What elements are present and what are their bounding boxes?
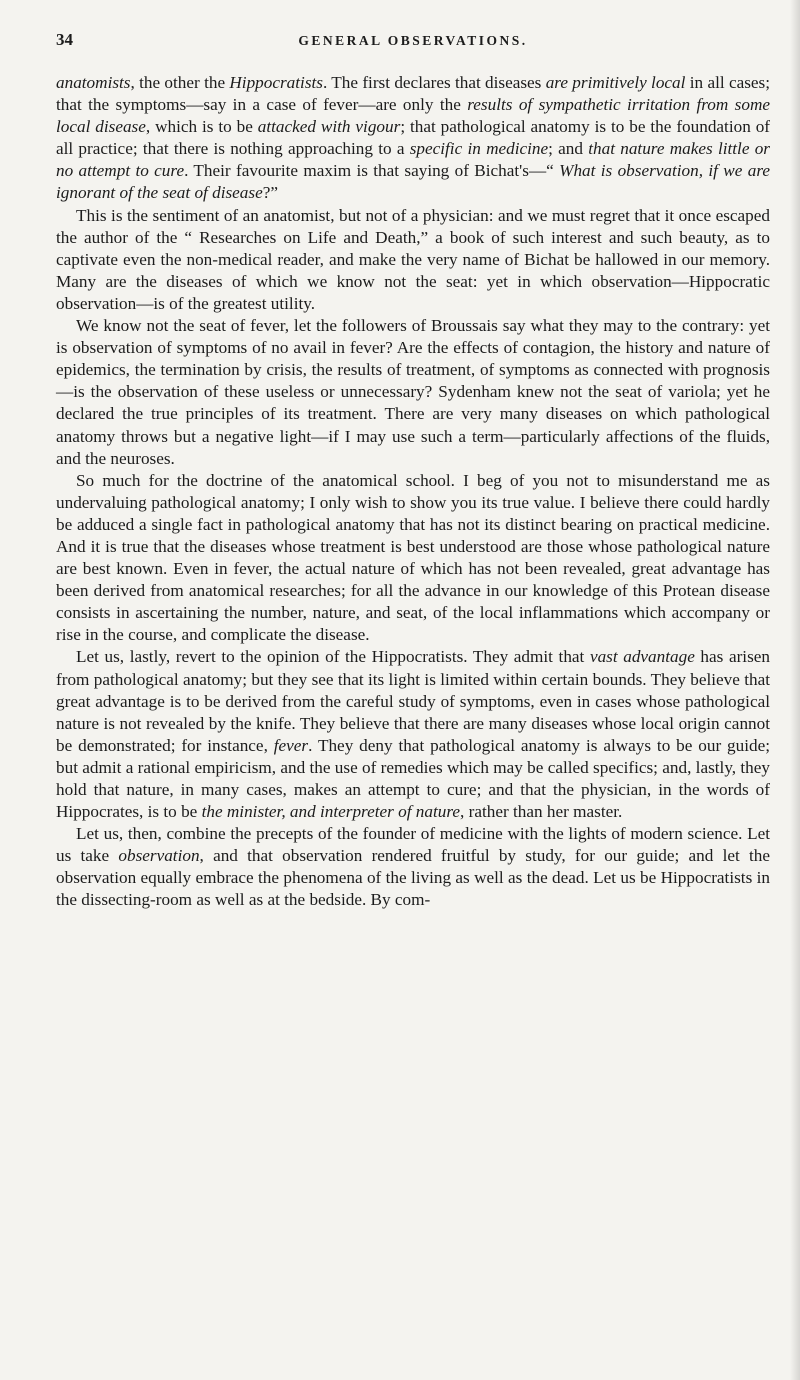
italic-text-segment: observation [118, 846, 200, 866]
paragraph-2 [56, 205, 770, 315]
text-segment: . Their favourite maxim is that saying of Bichat's—“ [184, 161, 560, 181]
text-segment: Let us, then, combine the precepts of the founder of medicine with the lights of modern science. Let us take [56, 824, 770, 866]
body-text [56, 72, 770, 912]
italic-text-segment: are primitively local [545, 73, 686, 92]
paragraph-5 [56, 646, 770, 823]
text-segment: Let us, lastly, revert to the opinion of the Hippocratists. They admit that [76, 647, 590, 667]
text-segment: So much for the doctrine of the anatomical school. I beg of you not to misunderstand me as undervaluing pathological anatomy; I only wish to show you its true value. I believe there could hardly be adduced a single fact in pathological anatomy that has not its distinct bearing on practical medicine. And it is true that the diseases whose treatment is best understood are those whose pathological nature are best known. Even in fever, the actual nature of which has not been revealed, great advantage has been derived from anatomical researches; for all the advance in our knowledge of this Protean disease consists in ascertaining the number, nature, and seat, of the local inflammations which accompany or rise in the course, and complicate the disease. [56, 470, 770, 645]
running-head: GENERAL OBSERVATIONS. [298, 33, 528, 48]
italic-text-segment: results of sympathetic irritation from some local disease [56, 95, 770, 137]
italic-text-segment: attacked with vigour [257, 117, 401, 137]
text-segment: ?” [262, 183, 278, 203]
text-segment: ; and [548, 139, 589, 159]
page-number: 34 [56, 30, 73, 49]
italic-text-segment: fever [273, 735, 309, 755]
text-segment: , the other the [130, 73, 230, 92]
italic-text-segment: What is observation, if we are ignorant of the seat of disease [56, 161, 770, 203]
page-edge-shadow [790, 0, 800, 1380]
paragraph-4 [56, 470, 770, 647]
text-segment: , and that observation rendered fruitful by study, for our guide; and let the observation equally embrace the phenomena of the living as well as the dead. Let us be Hippocratists in the dissecting-room as well as at the bedside. By com- [56, 846, 770, 910]
italic-text-segment: Hippocratists [229, 73, 323, 92]
italic-text-segment: vast advantage [589, 647, 695, 667]
page-header [56, 0, 770, 60]
text-segment: has arisen from pathological anatomy; but they see that its light is limited within certain bounds. They believe that great advantage is to be derived from the careful study of symptoms, even in cases whose pathological nature is not revealed by the knife. They believe that there are many diseases whose local origin cannot be demonstrated; for instance, [56, 647, 770, 755]
text-segment: This is the sentiment of an anatomist, but not of a physician: and we must regret that it once escaped the author of the “ Researches on Life and Death,” a book of such interest and such beauty, as to captivate even the non-medical reader, and make the very name of Bichat be hallowed in our memory. Many are the diseases of which we know not the seat: yet in which observation—Hippocratic observation—is of the greatest utility. [56, 205, 770, 313]
paragraph-3 [56, 315, 770, 470]
italic-text-segment: specific in medicine [409, 139, 549, 159]
italic-text-segment: the minister, and interpreter of nature [201, 802, 461, 822]
italic-text-segment: that nature makes little or no attempt to cure [56, 139, 770, 181]
text-segment: . The first declares that diseases [322, 73, 546, 92]
text-segment: , rather than her master. [460, 802, 623, 822]
text-segment: . They deny that pathological anatomy is always to be our guide; but admit a rational empiricism, and the use of remedies which may be called specifics; and, lastly, they hold that nature, in many cases, makes an attempt to cure; and that the physician, in the words of Hippocrates, is to be [56, 735, 770, 822]
paragraph-6 [56, 823, 770, 911]
text-segment: in all cases; that the symptoms—say in a case of fever—are only the [56, 73, 770, 115]
text-segment: ; that pathological anatomy is to be the foundation of all practice; that there is nothing approaching to a [56, 117, 771, 159]
italic-text-segment: anatomists [56, 73, 131, 92]
text-segment: , which is to be [145, 117, 258, 137]
text-segment: We know not the seat of fever, let the followers of Broussais say what they may to the contrary: yet is observation of symptoms of no avail in fever? Are the effects of contagion, the history and nature of epidemics, the termination by crisis, the results of treatment, of symptoms as connected with prognosis—is the observation of these useless or unnecessary? Sydenham knew not the seat of variola; yet he declared the true principles of its treatment. There are very many diseases on which pathological anatomy throws but a negative light—if I may use such a term—particularly affections of the fluids, and the neuroses. [56, 316, 770, 468]
paragraph-1 [56, 72, 770, 205]
